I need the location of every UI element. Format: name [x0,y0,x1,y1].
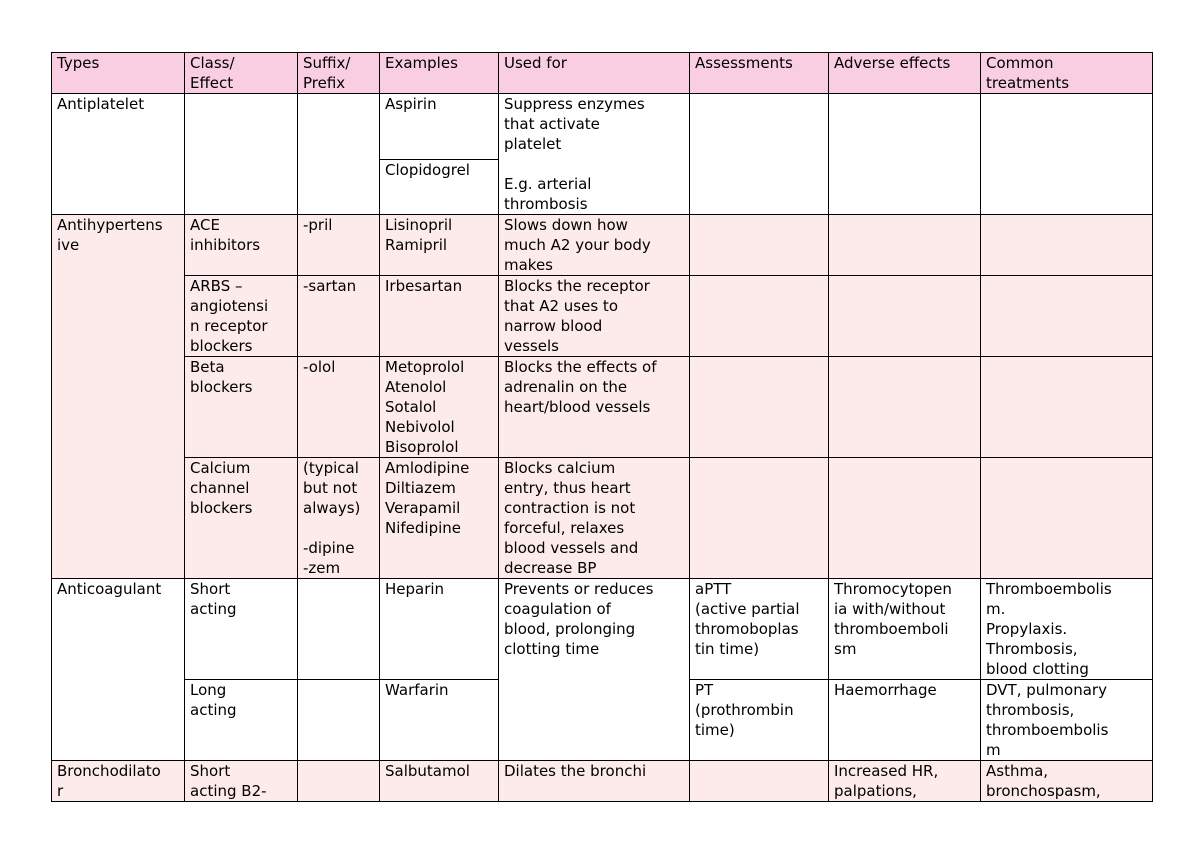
class-cell: Short acting [185,579,298,680]
drug-classes-table [51,52,1153,802]
header-examples: Examples [380,53,499,94]
treatments-cell: DVT, pulmonary thrombosis, thromboembolis m [981,680,1153,761]
treatments-cell: Thromboembolis m. Propylaxis. Thrombosis, blood clotting [981,579,1153,680]
suffix-cell [298,680,380,761]
examples-cell: Irbesartan [380,276,499,357]
header-types: Types [52,53,185,94]
suffix-cell: -sartan [298,276,380,357]
header-used-for: Used for [499,53,690,94]
class-cell: Short acting B2- [185,761,298,802]
treatments-cell [981,215,1153,276]
table-row [52,357,1153,458]
table-row [52,215,1153,276]
adverse-effects-cell: Thromocytopen ia with/without thromboemboli sm [829,579,981,680]
class-cell: Long acting [185,680,298,761]
table-row [52,761,1153,802]
assessments-cell [690,458,829,579]
header-common-treatments: Common treatments [981,53,1153,94]
assessments-cell [690,94,829,215]
adverse-effects-cell: Increased HR, palpations, [829,761,981,802]
table-row [52,579,1153,680]
used-for-cell: Slows down how much A2 your body makes [499,215,690,276]
examples-cell: Aspirin [380,94,499,160]
assessments-cell: aPTT (active partial thromoboplas tin time) [690,579,829,680]
type-cell: Anticoagulant [52,579,185,761]
treatments-cell: Asthma, bronchospasm, [981,761,1153,802]
type-cell: Antiplatelet [52,94,185,215]
used-for-cell: Suppress enzymes that activate platelet E.g. arterial thrombosis [499,94,690,215]
suffix-cell [298,579,380,680]
examples-cell: Heparin [380,579,499,680]
header-class-effect: Class/ Effect [185,53,298,94]
table-row [52,94,1153,160]
assessments-cell [690,276,829,357]
examples-cell: Salbutamol [380,761,499,802]
header-adverse-effects: Adverse effects [829,53,981,94]
used-for-cell: Prevents or reduces coagulation of blood, prolonging clotting time [499,579,690,761]
type-cell: Bronchodilato r [52,761,185,802]
adverse-effects-cell [829,357,981,458]
header-row [52,53,1153,94]
treatments-cell [981,458,1153,579]
examples-cell: Lisinopril Ramipril [380,215,499,276]
adverse-effects-cell [829,276,981,357]
adverse-effects-cell [829,94,981,215]
class-cell: ACE inhibitors [185,215,298,276]
class-cell: ARBS – angiotensi n receptor blockers [185,276,298,357]
table-row [52,276,1153,357]
adverse-effects-cell [829,215,981,276]
adverse-effects-cell [829,458,981,579]
treatments-cell [981,357,1153,458]
examples-cell: Clopidogrel [380,159,499,214]
used-for-cell: Blocks the effects of adrenalin on the heart/blood vessels [499,357,690,458]
used-for-cell: Blocks the receptor that A2 uses to narrow blood vessels [499,276,690,357]
assessments-cell [690,357,829,458]
assessments-cell [690,761,829,802]
assessments-cell: PT (prothrombin time) [690,680,829,761]
used-for-cell: Dilates the bronchi [499,761,690,802]
class-cell: Beta blockers [185,357,298,458]
examples-cell: Metoprolol Atenolol Sotalol Nebivolol Bisoprolol [380,357,499,458]
suffix-cell: (typical but not always) -dipine -zem [298,458,380,579]
suffix-cell: -pril [298,215,380,276]
header-suffix-prefix: Suffix/ Prefix [298,53,380,94]
class-cell: Calcium channel blockers [185,458,298,579]
suffix-cell [298,761,380,802]
examples-cell: Amlodipine Diltiazem Verapamil Nifedipine [380,458,499,579]
suffix-cell [298,94,380,215]
treatments-cell [981,94,1153,215]
header-assessments: Assessments [690,53,829,94]
assessments-cell [690,215,829,276]
treatments-cell [981,276,1153,357]
class-cell [185,94,298,215]
used-for-cell: Blocks calcium entry, thus heart contraction is not forceful, relaxes blood vessels and decrease BP [499,458,690,579]
type-cell: Antihypertens ive [52,215,185,579]
examples-cell: Warfarin [380,680,499,761]
table-row [52,458,1153,579]
adverse-effects-cell: Haemorrhage [829,680,981,761]
suffix-cell: -olol [298,357,380,458]
